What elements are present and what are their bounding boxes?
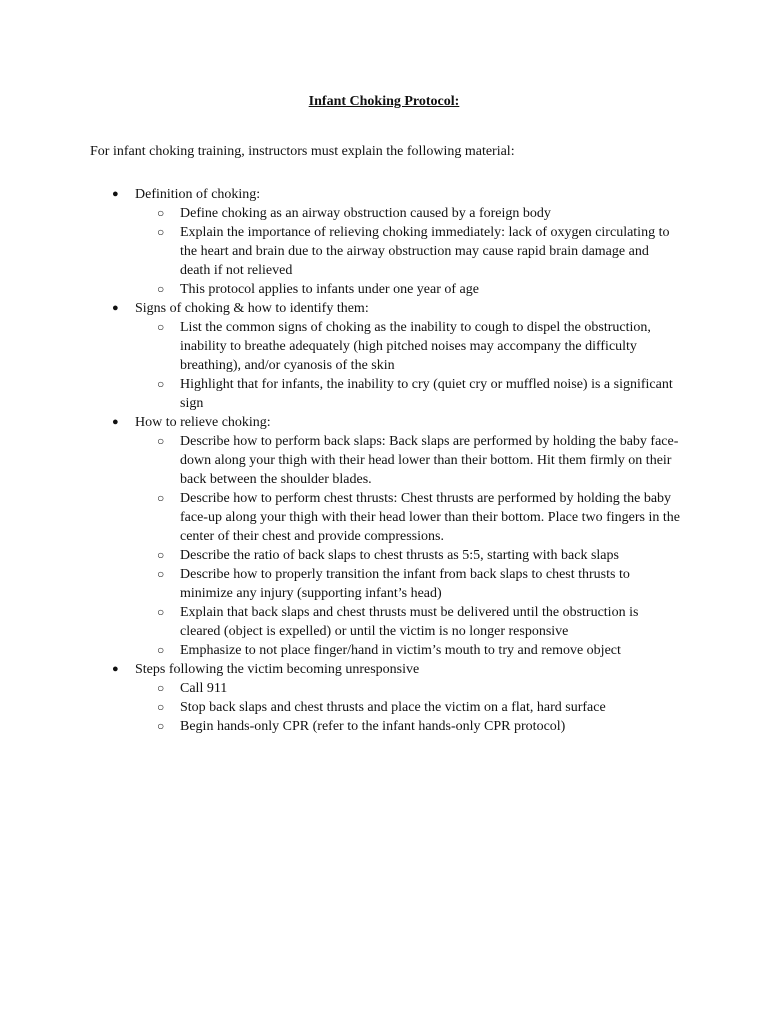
list-item-text: This protocol applies to infants under one year of age — [180, 282, 479, 297]
filled-bullet-icon: ● — [112, 663, 119, 675]
list-item-text: Describe how to perform chest thrusts: Chest thrusts are performed by holding the baby face-up along your thigh with their head lower than their bottom. Place two fingers in the center of their chest and provide compressions. — [180, 491, 680, 544]
list-item — [0, 603, 680, 641]
hollow-bullet-icon: ○ — [157, 434, 165, 448]
list-item — [0, 204, 680, 223]
list-item-text: Explain that back slaps and chest thrusts must be delivered until the obstruction is cleared (object is expelled) or until the victim is no longer responsive — [180, 605, 639, 639]
list-item-text: List the common signs of choking as the inability to cough to dispel the obstruction, inability to breathe adequately (high pitched noises may accompany the difficulty breathing), and/or cyanosis of the skin — [180, 320, 651, 373]
hollow-bullet-icon: ○ — [157, 320, 165, 334]
list-item — [0, 318, 680, 375]
hollow-bullet-icon: ○ — [157, 643, 165, 657]
section-heading-text: How to relieve choking: — [135, 415, 271, 430]
filled-bullet-icon: ● — [112, 188, 119, 200]
intro-paragraph: For infant choking training, instructors must explain the following material: — [90, 144, 515, 159]
hollow-bullet-icon: ○ — [157, 681, 165, 695]
list-item-text: Begin hands-only CPR (refer to the infant hands-only CPR protocol) — [180, 719, 566, 734]
list-item-text: Highlight that for infants, the inability to cry (quiet cry or muffled noise) is a significant sign — [180, 377, 673, 411]
list-item-text: Emphasize to not place finger/hand in victim’s mouth to try and remove object — [180, 643, 621, 658]
list-item — [0, 223, 680, 280]
list-item-text: Explain the importance of relieving choking immediately: lack of oxygen circulating to the heart and brain due to the airway obstruction may cause rapid brain damage and death if not relieved — [180, 225, 670, 278]
hollow-bullet-icon: ○ — [157, 719, 165, 733]
list-item — [0, 717, 680, 736]
protocol-outline — [0, 185, 768, 736]
list-item-text: Call 911 — [180, 681, 228, 696]
hollow-bullet-icon: ○ — [157, 567, 165, 581]
list-item-text: Describe how to perform back slaps: Back slaps are performed by holding the baby face-down along your thigh with their head lower than their bottom. Hit them firmly on their back between the shoulder blades. — [180, 434, 679, 487]
section-heading — [0, 413, 685, 432]
section-heading-text: Steps following the victim becoming unresponsive — [135, 662, 420, 677]
filled-bullet-icon: ● — [112, 302, 119, 314]
hollow-bullet-icon: ○ — [157, 225, 165, 239]
list-item-text: Define choking as an airway obstruction caused by a foreign body — [180, 206, 551, 221]
list-item — [0, 565, 680, 603]
list-item-text: Describe how to properly transition the infant from back slaps to chest thrusts to minimize any injury (supporting infant’s head) — [180, 567, 630, 601]
section-heading-text: Definition of choking: — [135, 187, 261, 202]
list-item — [0, 679, 680, 698]
list-item — [0, 375, 680, 413]
section-heading — [0, 185, 685, 204]
list-item — [0, 641, 680, 660]
document-title: Infant Choking Protocol: — [308, 94, 460, 109]
list-item — [0, 280, 680, 299]
hollow-bullet-icon: ○ — [157, 377, 165, 391]
list-item — [0, 546, 680, 565]
section-heading — [0, 299, 685, 318]
list-item-text: Describe the ratio of back slaps to chest thrusts as 5:5, starting with back slaps — [180, 548, 619, 563]
section-heading — [0, 660, 685, 679]
hollow-bullet-icon: ○ — [157, 491, 165, 505]
section-heading-text: Signs of choking & how to identify them: — [135, 301, 369, 316]
list-item-text: Stop back slaps and chest thrusts and place the victim on a flat, hard surface — [180, 700, 606, 715]
hollow-bullet-icon: ○ — [157, 206, 165, 220]
list-item — [0, 698, 680, 717]
filled-bullet-icon: ● — [112, 416, 119, 428]
hollow-bullet-icon: ○ — [157, 700, 165, 714]
hollow-bullet-icon: ○ — [157, 548, 165, 562]
list-item — [0, 489, 680, 546]
list-item — [0, 432, 680, 489]
hollow-bullet-icon: ○ — [157, 282, 165, 296]
hollow-bullet-icon: ○ — [157, 605, 165, 619]
